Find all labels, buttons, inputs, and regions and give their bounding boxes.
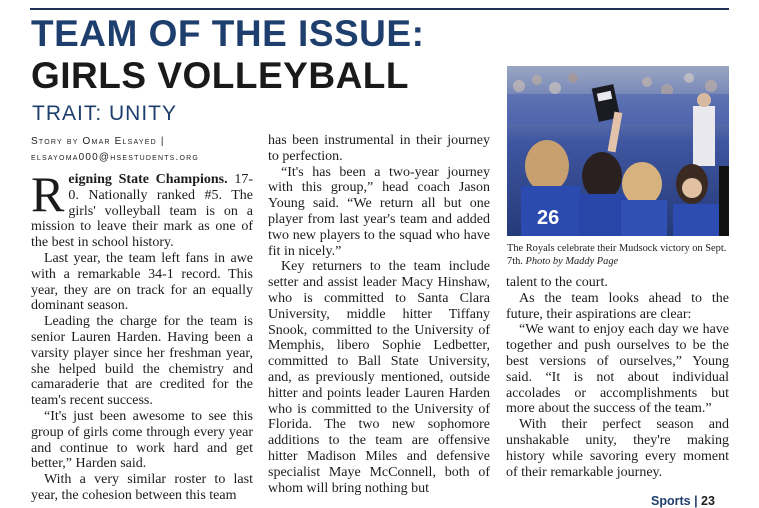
page-number: 23 bbox=[701, 494, 715, 508]
page-subheading: GIRLS VOLLEYBALL bbox=[31, 55, 409, 96]
paragraph: 17-0. Nationally ranked #5. The girls' volleyball team is on a mission to leave their mark as one of the best in school history. bbox=[31, 172, 253, 251]
paragraph: Last year, the team left fans in awe with a remarkable 34-1 record. This year, they are on track for an equally dominant season. bbox=[31, 250, 253, 314]
jersey-number: 26 bbox=[537, 207, 560, 229]
paragraph: “We want to enjoy each day we have together and push ourselves to be the best versions of ourselves,” Young said. “It is not about individual accolades or accomplishments but more about the success of the team.” bbox=[506, 322, 729, 417]
paragraph: With their perfect season and unshakable unity, they're making history while savoring every moment of their remarkable journey. bbox=[506, 417, 729, 480]
trait-heading: TRAIT: UNITY bbox=[32, 102, 178, 125]
drop-cap: R bbox=[31, 166, 65, 222]
article-column-2 bbox=[268, 133, 490, 496]
paragraph: Key returners to the team include setter and assist leader Macy Hinshaw, who is committed to Santa Clara University, middle hitter Tiffany Snook, committed to the University of Memphis, libero Sophie Ledbetter, committed to Ball State University, and, as previously mentioned, outside hitter and points leader Lauren Harden who is committed to the University of Florida. The two new sophomore additions to the team are offensive hitter Madison Miles and defensive specialist Maye McConnell, both of whom will bring nothing but bbox=[268, 259, 490, 496]
photo-caption bbox=[507, 242, 731, 268]
byline-author: Story by Omar Elsayed | bbox=[31, 136, 165, 147]
lead-text: eigning State Champions. bbox=[68, 172, 228, 187]
section-name: Sports bbox=[651, 494, 691, 508]
article-column-3 bbox=[506, 275, 729, 480]
byline-email: elsayoma000@hsestudents.org bbox=[31, 152, 200, 163]
paragraph: Leading the charge for the team is senior Lauren Harden. Having been a varsity player since her freshman year, she helped build the chemistry and camaraderie that are credited for the team's recent success. bbox=[31, 314, 253, 409]
paragraph: As the team looks ahead to the future, their aspirations are clear: bbox=[506, 290, 729, 322]
lead-paragraph bbox=[31, 166, 253, 251]
paragraph: talent to the court. bbox=[506, 275, 608, 290]
paragraph: “It's just been awesome to see this group of girls come through every year and continue to work hard and get better,” Harden said. bbox=[31, 408, 253, 472]
caption-text: The Royals celebrate their Mudsock victory on Sept. 7th. bbox=[507, 243, 727, 267]
photo-credit: Photo by Maddy Page bbox=[525, 256, 619, 267]
page-footer: Sports | 23 bbox=[651, 494, 715, 508]
paragraph: “It's has been a two-year journey with this group,” head coach Jason Young said. “We return all but one player from last year's team and added two new players to the squad who have fit in nicely.” bbox=[268, 164, 490, 259]
article-column-1 bbox=[31, 166, 253, 504]
page-title: TEAM OF THE ISSUE: bbox=[31, 13, 425, 54]
paragraph: With a very similar roster to last year, the cohesion between this team bbox=[31, 472, 253, 503]
paragraph: has been instrumental in their journey to perfection. bbox=[268, 133, 490, 164]
team-photo bbox=[507, 66, 729, 236]
top-rule bbox=[30, 8, 729, 10]
